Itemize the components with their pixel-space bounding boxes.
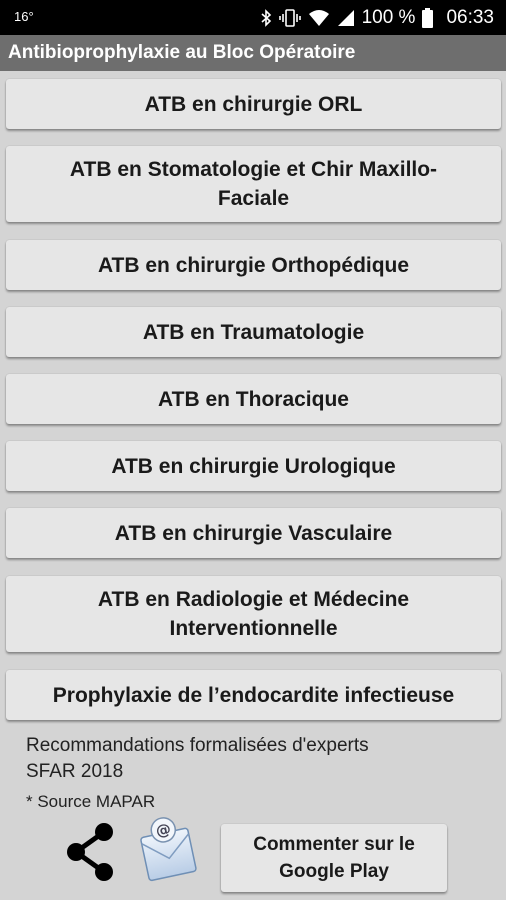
menu-button-stomatologie[interactable] — [6, 146, 501, 222]
bluetooth-icon — [260, 9, 272, 27]
vibrate-icon — [279, 9, 301, 27]
svg-text:@: @ — [154, 819, 173, 841]
battery-percentage: 100 % — [361, 6, 416, 28]
menu-button-urologique[interactable] — [6, 441, 501, 491]
email-icon[interactable] — [138, 812, 202, 886]
source-note: * Source MAPAR — [26, 792, 156, 811]
recommendations-text: Recommandations formalisées d'experts — [26, 735, 369, 756]
temperature-indicator: 16° — [14, 9, 34, 24]
menu-button-traumatologie[interactable] — [6, 307, 501, 357]
menu-button-endocardite[interactable] — [6, 670, 501, 720]
menu-button-label: ATB en chirurgie Orthopédique — [97, 253, 410, 277]
signal-icon — [337, 9, 355, 27]
menu-button-label: ATB en chirurgie Vasculaire — [114, 521, 393, 545]
status-bar — [0, 0, 506, 35]
app-title: Antibioprophylaxie au Bloc Opératoire — [8, 42, 356, 63]
menu-button-radiologie[interactable] — [6, 576, 501, 652]
clock: 06:33 — [446, 6, 494, 28]
status-icons — [260, 0, 494, 35]
wifi-icon — [308, 9, 330, 27]
menu-button-label: ATB en chirurgie Urologique — [111, 454, 396, 478]
menu-button-orl[interactable] — [6, 79, 501, 129]
app-title-bar — [0, 35, 506, 71]
battery-icon — [422, 8, 433, 28]
comment-button-label: Commenter sur le Google Play — [253, 834, 415, 882]
comment-google-play-button[interactable] — [221, 824, 447, 892]
menu-button-label: Prophylaxie de l’endocardite infectieuse — [52, 683, 455, 707]
menu-button-label: ATB en chirurgie ORL — [144, 92, 363, 116]
menu-button-label: ATB en Radiologie et Médecine Interventionnelle — [97, 588, 410, 640]
menu-button-orthopedique[interactable] — [6, 240, 501, 290]
menu-button-label: ATB en Thoracique — [158, 387, 349, 411]
share-icon[interactable] — [64, 822, 120, 882]
menu-button-label: ATB en Traumatologie — [142, 320, 365, 344]
menu-button-thoracique[interactable] — [6, 374, 501, 424]
menu-button-label: ATB en Stomatologie et Chir Maxillo-Faciale — [69, 158, 438, 210]
menu-button-vasculaire[interactable] — [6, 508, 501, 558]
sfar-year-text: SFAR 2018 — [26, 761, 124, 782]
